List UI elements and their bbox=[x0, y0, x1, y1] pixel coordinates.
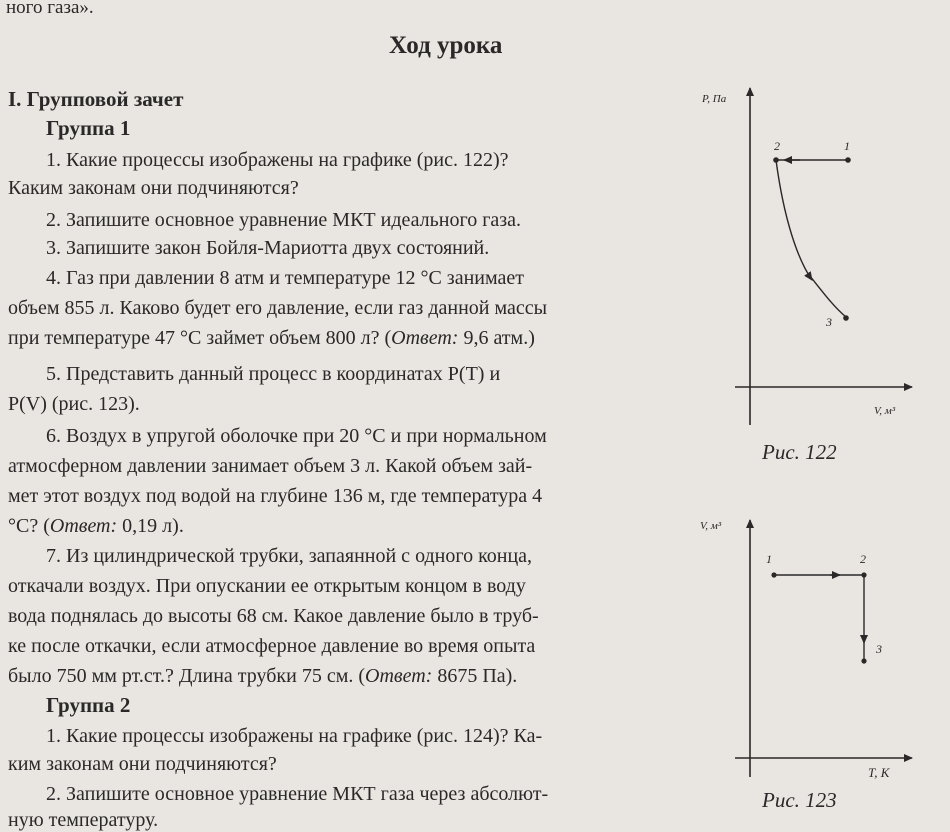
task-line: ким законам они подчиняются? bbox=[8, 753, 277, 775]
point-label: 2 bbox=[774, 139, 780, 153]
task-line: 4. Газ при давлении 8 атм и температуре 12 °С занимает bbox=[46, 267, 525, 289]
task-line bbox=[8, 664, 517, 688]
task-line: атмосферном давлении занимает объем 3 л. Какой объем зай- bbox=[8, 455, 533, 477]
point-label: 1 bbox=[766, 552, 772, 566]
answer-label: Ответ: bbox=[391, 327, 459, 349]
point-label: 2 bbox=[860, 552, 866, 566]
state-point bbox=[771, 572, 776, 577]
y-axis-label: P, Па bbox=[702, 93, 727, 105]
state-point bbox=[861, 658, 866, 663]
task-line bbox=[8, 514, 184, 538]
process-2-3-curve bbox=[810, 276, 846, 317]
y-axis-label: V, м³ bbox=[700, 520, 722, 532]
state-point bbox=[773, 157, 779, 163]
task-line: 7. Из цилиндрической трубки, запаянной с одного конца, bbox=[46, 545, 533, 567]
task-line: 6. Воздух в упругой оболочке при 20 °С и при нормальном bbox=[46, 425, 547, 447]
task-line: 1. Какие процессы изображены на графике (рис. 122)? bbox=[46, 149, 509, 171]
x-axis-label: T, K bbox=[868, 765, 890, 780]
figure-123 bbox=[680, 515, 920, 785]
point-label: 3 bbox=[826, 315, 832, 329]
task-text: было 750 мм рт.ст.? Длина трубки 75 см. ( bbox=[8, 665, 366, 687]
answer-label: Ответ: bbox=[49, 515, 118, 537]
answer-value: 9,6 атм.) bbox=[458, 327, 535, 349]
state-point bbox=[845, 157, 851, 163]
task-text: °С? ( bbox=[8, 515, 50, 537]
task-line: 3. Запишите закон Бойля-Мариотта двух состояний. bbox=[46, 237, 490, 259]
point-label: 3 bbox=[876, 642, 882, 656]
task-line: мет этот воздух под водой на глубине 136 м, где температура 4 bbox=[8, 485, 543, 507]
figure-122-caption: Рис. 122 bbox=[762, 440, 837, 464]
state-point bbox=[843, 315, 849, 321]
section-title: I. Групповой зачет bbox=[8, 87, 184, 111]
group1-title: Группа 1 bbox=[46, 116, 131, 140]
top-fragment: ного газа». bbox=[6, 0, 94, 18]
figure-122 bbox=[680, 80, 920, 425]
figure-123-caption: Рис. 123 bbox=[762, 788, 837, 812]
process-2-3-curve bbox=[776, 160, 812, 280]
state-point bbox=[861, 572, 866, 577]
task-line: 2. Запишите основное уравнение МКТ идеального газа. bbox=[46, 209, 522, 231]
answer-value: 0,19 л). bbox=[117, 515, 184, 537]
task-line: 5. Представить данный процесс в координатах Р(Т) и bbox=[46, 363, 501, 385]
point-label: 1 bbox=[844, 139, 850, 153]
x-axis-label: V, м³ bbox=[874, 405, 896, 417]
task-line: Каким законам они подчиняются? bbox=[8, 177, 299, 199]
task-text: при температуре 47 °С займет объем 800 л? ( bbox=[8, 327, 392, 349]
task-line: 2. Запишите основное уравнение МКТ газа через абсолют- bbox=[46, 783, 549, 805]
task-line: ке после откачки, если атмосферное давление во время опыта bbox=[8, 635, 536, 657]
lesson-heading: Ход урока bbox=[389, 32, 503, 59]
task-line: откачали воздух. При опускании ее открытым концом в воду bbox=[8, 575, 526, 597]
answer-value: 8675 Па). bbox=[432, 665, 518, 687]
task-line: Р(V) (рис. 123). bbox=[8, 393, 140, 415]
task-line: объем 855 л. Каково будет его давление, если газ данной массы bbox=[8, 297, 548, 319]
group2-title: Группа 2 bbox=[46, 693, 131, 717]
task-line bbox=[8, 326, 535, 350]
answer-label: Ответ: bbox=[365, 665, 433, 687]
task-line: ную температуру. bbox=[8, 809, 159, 831]
task-line: 1. Какие процессы изображены на графике (рис. 124)? Ка- bbox=[46, 725, 543, 747]
task-line: вода поднялась до высоты 68 см. Какое давление было в труб- bbox=[8, 605, 539, 627]
